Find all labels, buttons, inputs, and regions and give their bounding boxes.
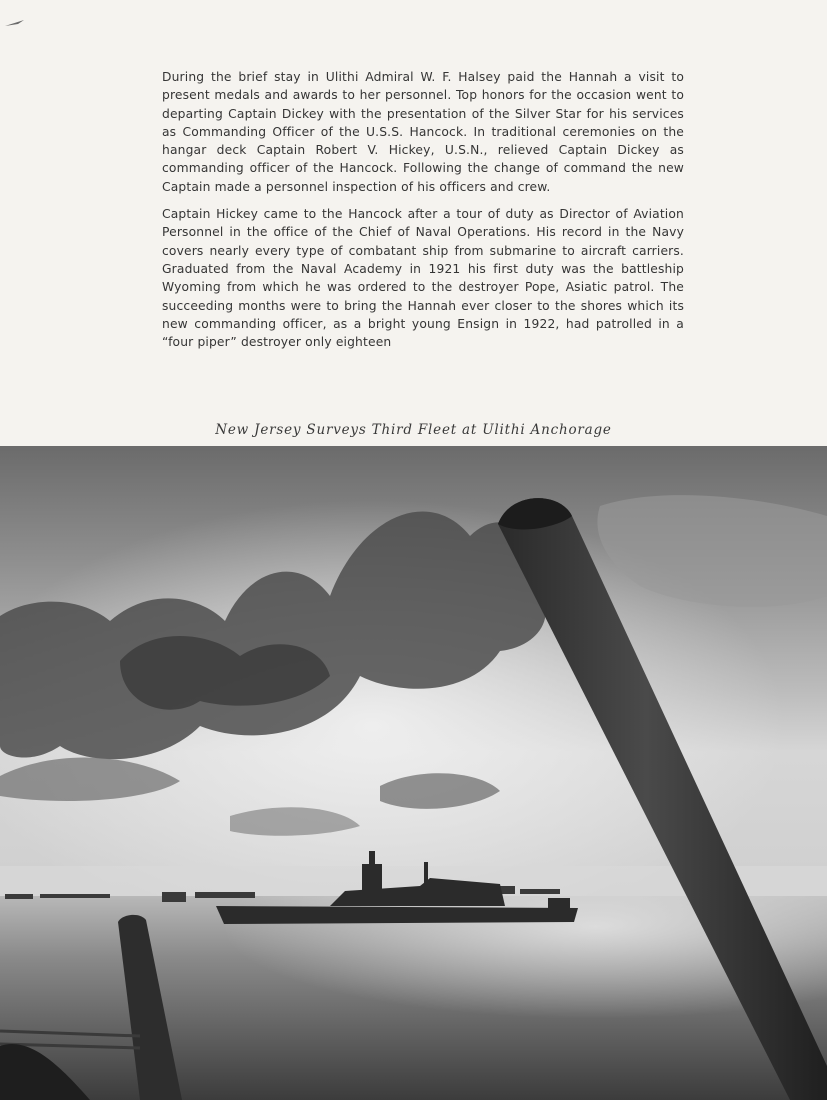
photo-caption: New Jersey Surveys Third Fleet at Ulithi Anchorage	[215, 422, 612, 438]
paragraph-1: During the brief stay in Ulithi Admiral W. F. Halsey paid the Hannah a visit to present medals and awards to her personnel. Top honors for the occasion went to departing Captain Dickey with the presentation of the Silver Star for his services as Commanding Officer of the U.S.S. Hancock. In traditional ceremonies on the hangar deck Captain Robert V. Hickey, U.S.N., relieved Captain Dickey as commanding officer of the Hancock. Following the change of command the new Captain made a personnel inspection of his officers and crew.	[162, 70, 684, 194]
fleet-photograph	[0, 446, 827, 1100]
corner-scratch-mark	[4, 18, 26, 28]
paragraph-2: Captain Hickey came to the Hancock after a tour of duty as Director of Aviation Personnel in the office of the Chief of Naval Operations. His record in the Navy covers nearly every type of combatant ship from submarine to aircraft carriers. Graduated from the Naval Academy in 1921 his first duty was the battleship Wyoming from which he was ordered to the destroyer Pope, Asiatic patrol. The succeeding months were to bring the Hannah ever closer to the shores which its new commanding officer, as a bright young Ensign in 1922, had patrolled in a “four piper” destroyer only eighteen	[162, 207, 684, 350]
article-text	[162, 68, 684, 360]
